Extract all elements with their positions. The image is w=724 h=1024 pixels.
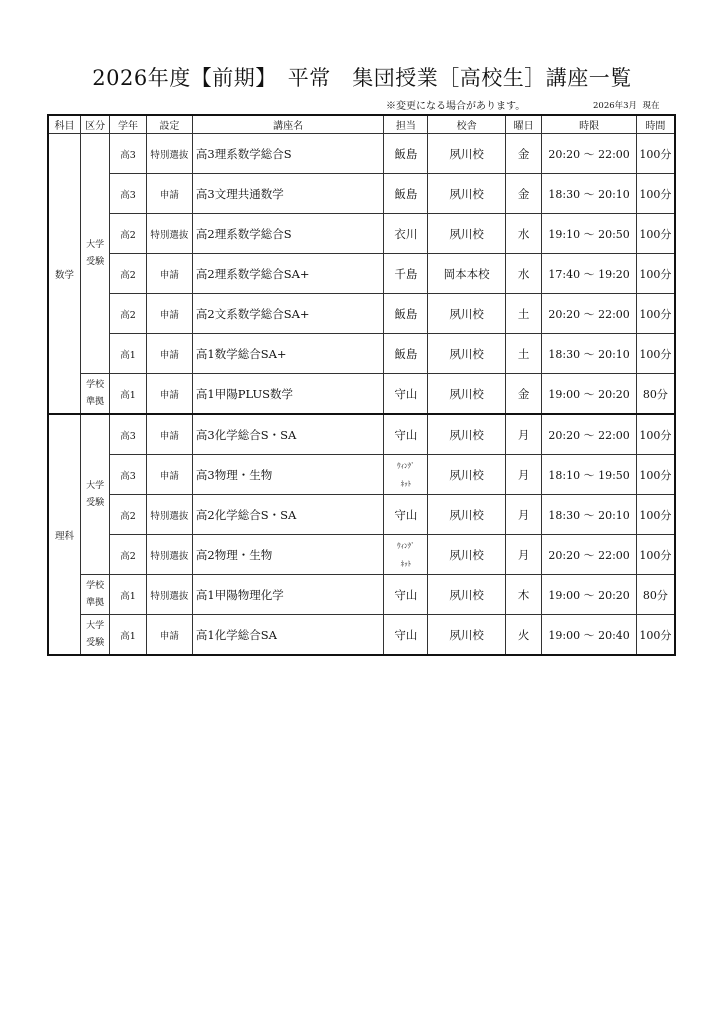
campus-cell: 岡本本校 <box>428 254 505 294</box>
setting-cell: 特別選抜 <box>146 134 192 174</box>
campus-cell: 夙川校 <box>428 294 505 334</box>
course-cell: 高2文系数学総合SA+ <box>192 294 384 334</box>
duration-cell: 100分 <box>636 214 675 254</box>
grade-cell: 高2 <box>110 495 147 535</box>
setting-cell: 申請 <box>146 374 192 415</box>
category-label: 学校準拠 <box>86 379 105 407</box>
course-cell: 高1数学総合SA+ <box>192 334 384 374</box>
table-row <box>48 174 675 214</box>
duration-cell: 100分 <box>636 414 675 455</box>
duration-cell: 100分 <box>636 254 675 294</box>
day-cell: 土 <box>505 334 542 374</box>
setting-cell: 申請 <box>146 414 192 455</box>
teacher-cell: 飯島 <box>384 294 428 334</box>
time-cell: 18:30 ～ 20:10 <box>542 495 636 535</box>
table-row <box>48 134 675 174</box>
teacher-line-1: ｳｨﾝｸﾞ <box>397 461 415 470</box>
time-cell: 20:20 ～ 22:00 <box>542 535 636 575</box>
setting-cell: 特別選抜 <box>146 535 192 575</box>
grade-cell: 高3 <box>110 455 147 495</box>
grade-cell: 高1 <box>110 334 147 374</box>
grade-cell: 高1 <box>110 615 147 656</box>
teacher-cell: 飯島 <box>384 134 428 174</box>
grade-cell: 高3 <box>110 174 147 214</box>
setting-cell: 特別選抜 <box>146 495 192 535</box>
course-cell: 高1化学総合SA <box>192 615 384 656</box>
duration-cell: 100分 <box>636 174 675 214</box>
day-cell: 水 <box>505 214 542 254</box>
day-cell: 月 <box>505 414 542 455</box>
time-cell: 18:10 ～ 19:50 <box>542 455 636 495</box>
table-row <box>48 214 675 254</box>
table-row <box>48 254 675 294</box>
time-cell: 19:10 ～ 20:50 <box>542 214 636 254</box>
day-cell: 木 <box>505 575 542 615</box>
campus-cell: 夙川校 <box>428 495 505 535</box>
time-cell: 19:00 ～ 20:20 <box>542 575 636 615</box>
setting-cell: 申請 <box>146 334 192 374</box>
day-cell: 土 <box>505 294 542 334</box>
category-label: 大学受験 <box>86 480 105 508</box>
subject-cell-math: 数学 <box>48 134 80 415</box>
grade-cell: 高2 <box>110 214 147 254</box>
day-cell: 金 <box>505 374 542 415</box>
campus-cell: 夙川校 <box>428 414 505 455</box>
teacher-cell: 飯島 <box>384 334 428 374</box>
as-of-date: 2026年3月 現在 <box>593 101 660 111</box>
course-cell: 高2理系数学総合S <box>192 214 384 254</box>
teacher-line-2: ﾈｯﾄ <box>400 559 412 568</box>
time-cell: 18:30 ～ 20:10 <box>542 334 636 374</box>
setting-cell: 申請 <box>146 254 192 294</box>
course-cell: 高3文理共通数学 <box>192 174 384 214</box>
duration-cell: 100分 <box>636 294 675 334</box>
campus-cell: 夙川校 <box>428 535 505 575</box>
setting-cell: 特別選抜 <box>146 575 192 615</box>
header-category: 区分 <box>80 115 109 134</box>
time-cell: 20:20 ～ 22:00 <box>542 414 636 455</box>
category-cell-univ <box>80 615 109 656</box>
table-row <box>48 294 675 334</box>
time-cell: 20:20 ～ 22:00 <box>542 294 636 334</box>
table-row <box>48 334 675 374</box>
grade-cell: 高2 <box>110 294 147 334</box>
campus-cell: 夙川校 <box>428 374 505 415</box>
day-cell: 金 <box>505 134 542 174</box>
teacher-cell: 守山 <box>384 374 428 415</box>
table-header-row <box>48 115 675 134</box>
course-cell: 高2理系数学総合SA+ <box>192 254 384 294</box>
day-cell: 月 <box>505 535 542 575</box>
course-cell: 高3物理・生物 <box>192 455 384 495</box>
course-table <box>47 114 676 656</box>
category-label: 大学受験 <box>86 239 105 267</box>
duration-cell: 100分 <box>636 334 675 374</box>
header-teacher: 担当 <box>384 115 428 134</box>
page-title: 2026年度【前期】 平常 集団授業［高校生］講座一覧 <box>92 66 632 90</box>
duration-cell: 100分 <box>636 535 675 575</box>
category-cell-univ <box>80 134 109 374</box>
teacher-cell: 千島 <box>384 254 428 294</box>
teacher-line-2: ﾈｯﾄ <box>400 479 412 488</box>
header-subject: 科目 <box>48 115 80 134</box>
campus-cell: 夙川校 <box>428 455 505 495</box>
time-cell: 19:00 ～ 20:40 <box>542 615 636 656</box>
day-cell: 水 <box>505 254 542 294</box>
campus-cell: 夙川校 <box>428 214 505 254</box>
setting-cell: 申請 <box>146 615 192 656</box>
category-label: 学校準拠 <box>86 580 105 608</box>
table-row <box>48 495 675 535</box>
teacher-cell: 守山 <box>384 414 428 455</box>
header-duration: 時間 <box>636 115 675 134</box>
table-row <box>48 455 675 495</box>
day-cell: 金 <box>505 174 542 214</box>
setting-cell: 申請 <box>146 174 192 214</box>
category-cell-school <box>80 374 109 415</box>
category-cell-school <box>80 575 109 615</box>
teacher-cell <box>384 535 428 575</box>
header-period: 時限 <box>542 115 636 134</box>
grade-cell: 高3 <box>110 134 147 174</box>
course-cell: 高3理系数学総合S <box>192 134 384 174</box>
duration-cell: 100分 <box>636 615 675 656</box>
grade-cell: 高1 <box>110 374 147 415</box>
time-cell: 19:00 ～ 20:20 <box>542 374 636 415</box>
header-course: 講座名 <box>192 115 384 134</box>
duration-cell: 100分 <box>636 134 675 174</box>
course-cell: 高3化学総合S・SA <box>192 414 384 455</box>
table-row <box>48 414 675 455</box>
day-cell: 月 <box>505 495 542 535</box>
subject-cell-science: 理科 <box>48 414 80 655</box>
course-cell: 高1甲陽PLUS数学 <box>192 374 384 415</box>
campus-cell: 夙川校 <box>428 174 505 214</box>
teacher-cell <box>384 455 428 495</box>
table-row <box>48 575 675 615</box>
day-cell: 月 <box>505 455 542 495</box>
campus-cell: 夙川校 <box>428 575 505 615</box>
campus-cell: 夙川校 <box>428 134 505 174</box>
grade-cell: 高1 <box>110 575 147 615</box>
time-cell: 17:40 ～ 19:20 <box>542 254 636 294</box>
teacher-cell: 守山 <box>384 495 428 535</box>
header-grade: 学年 <box>110 115 147 134</box>
teacher-cell: 守山 <box>384 575 428 615</box>
duration-cell: 80分 <box>636 374 675 415</box>
grade-cell: 高2 <box>110 254 147 294</box>
course-cell: 高2化学総合S・SA <box>192 495 384 535</box>
table-row <box>48 374 675 415</box>
setting-cell: 特別選抜 <box>146 214 192 254</box>
teacher-line-1: ｳｨﾝｸﾞ <box>397 541 415 550</box>
campus-cell: 夙川校 <box>428 334 505 374</box>
course-cell: 高2物理・生物 <box>192 535 384 575</box>
time-cell: 20:20 ～ 22:00 <box>542 134 636 174</box>
duration-cell: 100分 <box>636 495 675 535</box>
grade-cell: 高2 <box>110 535 147 575</box>
header-setting: 設定 <box>146 115 192 134</box>
header-campus: 校舎 <box>428 115 505 134</box>
table-row <box>48 615 675 656</box>
teacher-cell: 守山 <box>384 615 428 656</box>
teacher-cell: 衣川 <box>384 214 428 254</box>
teacher-cell: 飯島 <box>384 174 428 214</box>
duration-cell: 80分 <box>636 575 675 615</box>
category-label: 大学受験 <box>86 620 105 648</box>
category-cell-univ <box>80 414 109 575</box>
time-cell: 18:30 ～ 20:10 <box>542 174 636 214</box>
duration-cell: 100分 <box>636 455 675 495</box>
day-cell: 火 <box>505 615 542 656</box>
header-day: 曜日 <box>505 115 542 134</box>
table-row <box>48 535 675 575</box>
course-cell: 高1甲陽物理化学 <box>192 575 384 615</box>
change-notice: ※変更になる場合があります。 <box>386 101 526 112</box>
grade-cell: 高3 <box>110 414 147 455</box>
campus-cell: 夙川校 <box>428 615 505 656</box>
setting-cell: 申請 <box>146 455 192 495</box>
setting-cell: 申請 <box>146 294 192 334</box>
